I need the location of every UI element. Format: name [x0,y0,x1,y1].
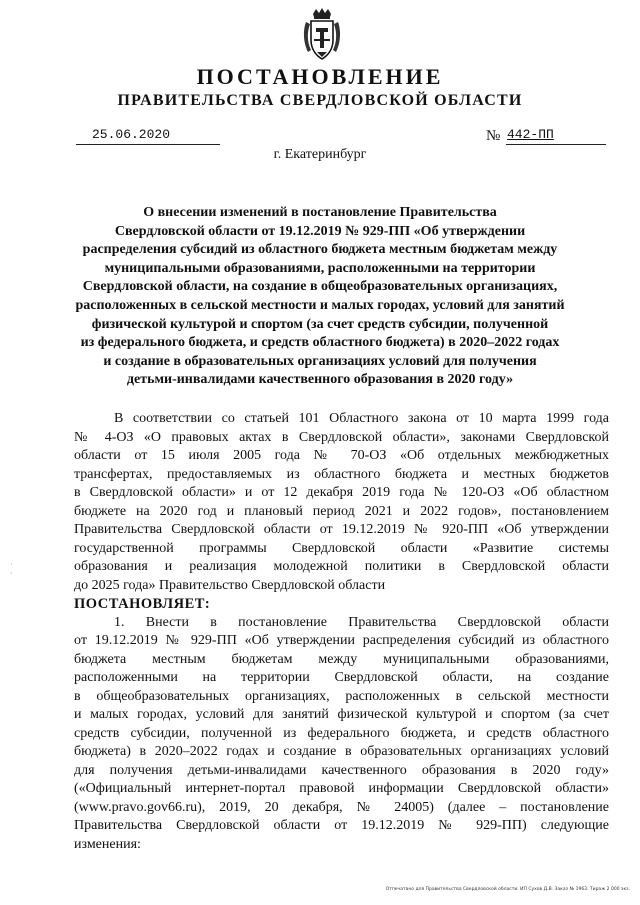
heading-line: Свердловской области, на создание в общеобразовательных организациях, [82,279,558,295]
item1-line: 1. Внести в постановление Правительства Свердловской области [114,614,609,630]
heading-line: физической культурой и спортом (за счет средств субсидии, полученной [91,316,549,332]
preamble-line: до 2025 года» Правительство Свердловской области [74,577,386,593]
preamble-line: области от 15 июля 2005 года № 70-ОЗ «Об отдельных межбюджетных [74,448,609,463]
print-footer: Отпечатано для Правительства Свердловской области. ИП Сухов Д.В. Заказ № 1963. Тираж 2 000 экз. [385,887,630,892]
decree-word: ПОСТАНОВЛЯЕТ: [74,596,211,612]
preamble-line: образования и реализация молодежной политики в Свердловской области [74,559,609,574]
scan-artifact: · · [10,560,13,578]
number-label: № [486,128,501,144]
item1-line: и малых городах, условий для занятий физической культурой и спортом (за счет [74,707,609,722]
document-subtitle: ПРАВИТЕЛЬСТВА СВЕРДЛОВСКОЙ ОБЛАСТИ [117,92,523,109]
item1-line: бюджета) в 2020–2022 годах и создание в образовательных организациях условий [74,744,609,759]
heading-line: О внесении изменений в постановление Правительства [143,205,497,220]
item1-line: изменения: [74,836,141,852]
preamble-line: трансфертах, предоставляемых из областного бюджета и местных бюджетов [74,466,609,482]
number-underline [506,144,606,145]
item1-line: средств субсидии, полученной из федерального бюджета, и средств областного [74,725,609,741]
heading-line: и создание в образовательных организациях условий для получения [103,353,537,369]
document-date: 25.06.2020 [92,127,171,142]
preamble-line: в Свердловской области» и от 12 декабря 2019 года № 120-ОЗ «Об областном [74,485,609,500]
document-heading [60,204,580,390]
item1-line: («Официальный интернет-портал правовой информации Свердловской области» [74,781,609,796]
preamble-line: № 4-ОЗ «О правовых актах в Свердловской области», законами Свердловской [74,429,609,445]
coat-of-arms-icon [302,8,342,62]
item1-line: расположенными на территории Свердловской области, на создание [74,670,609,685]
document-body [74,410,609,854]
document-title: ПОСТАНОВЛЕНИЕ [196,64,444,89]
heading-line: Свердловской области от 19.12.2019 № 929-ПП «Об утверждении [114,223,526,239]
item1-line: (www.pravo.gov66.ru), 2019, 20 декабря, № 24005) (далее – постановление [74,799,609,815]
date-underline [76,144,220,145]
heading-line: муниципальными образованиями, расположенными на территории [104,260,536,276]
heading-line: расположенных в сельской местности и малых городах, условий для занятий [75,297,565,313]
heading-line: из федерального бюджета, и средств областного бюджета) в 2020–2022 годах [80,335,560,351]
item1-line: от 19.12.2019 № 929-ПП «Об утверждении распределения субсидий из областного [74,633,609,648]
item1-line: для получения детьми-инвалидами качественного образования в 2020 году» [74,762,609,778]
preamble-line: Правительства Свердловской области от 19.12.2019 № 920-ПП «Об утверждении [74,522,609,537]
heading-line: распределения субсидий из областного бюджета местным бюджетам между [82,242,558,258]
preamble-line: бюджете на 2020 год и плановый период 2021 и 2022 годов», постановлением [74,503,609,519]
preamble-line: В соответствии со статьей 101 Областного закона от 10 марта 1999 года [114,411,609,426]
heading-line: детьми-инвалидами качественного образования в 2020 году» [126,372,514,388]
preamble-line: государственной программы Свердловской области «Развитие системы [74,540,609,556]
document-city: г. Екатеринбург [273,147,367,162]
item1-line: в общеобразовательных организациях, расположенных в сельской местности [74,688,609,704]
item1-line: Правительства Свердловской области от 19.12.2019 № 929-ПП) следующие [74,818,609,833]
document-number: 442-ПП [507,127,554,142]
item1-line: бюджета местным бюджетам между муниципальными образованиями, [74,651,609,667]
